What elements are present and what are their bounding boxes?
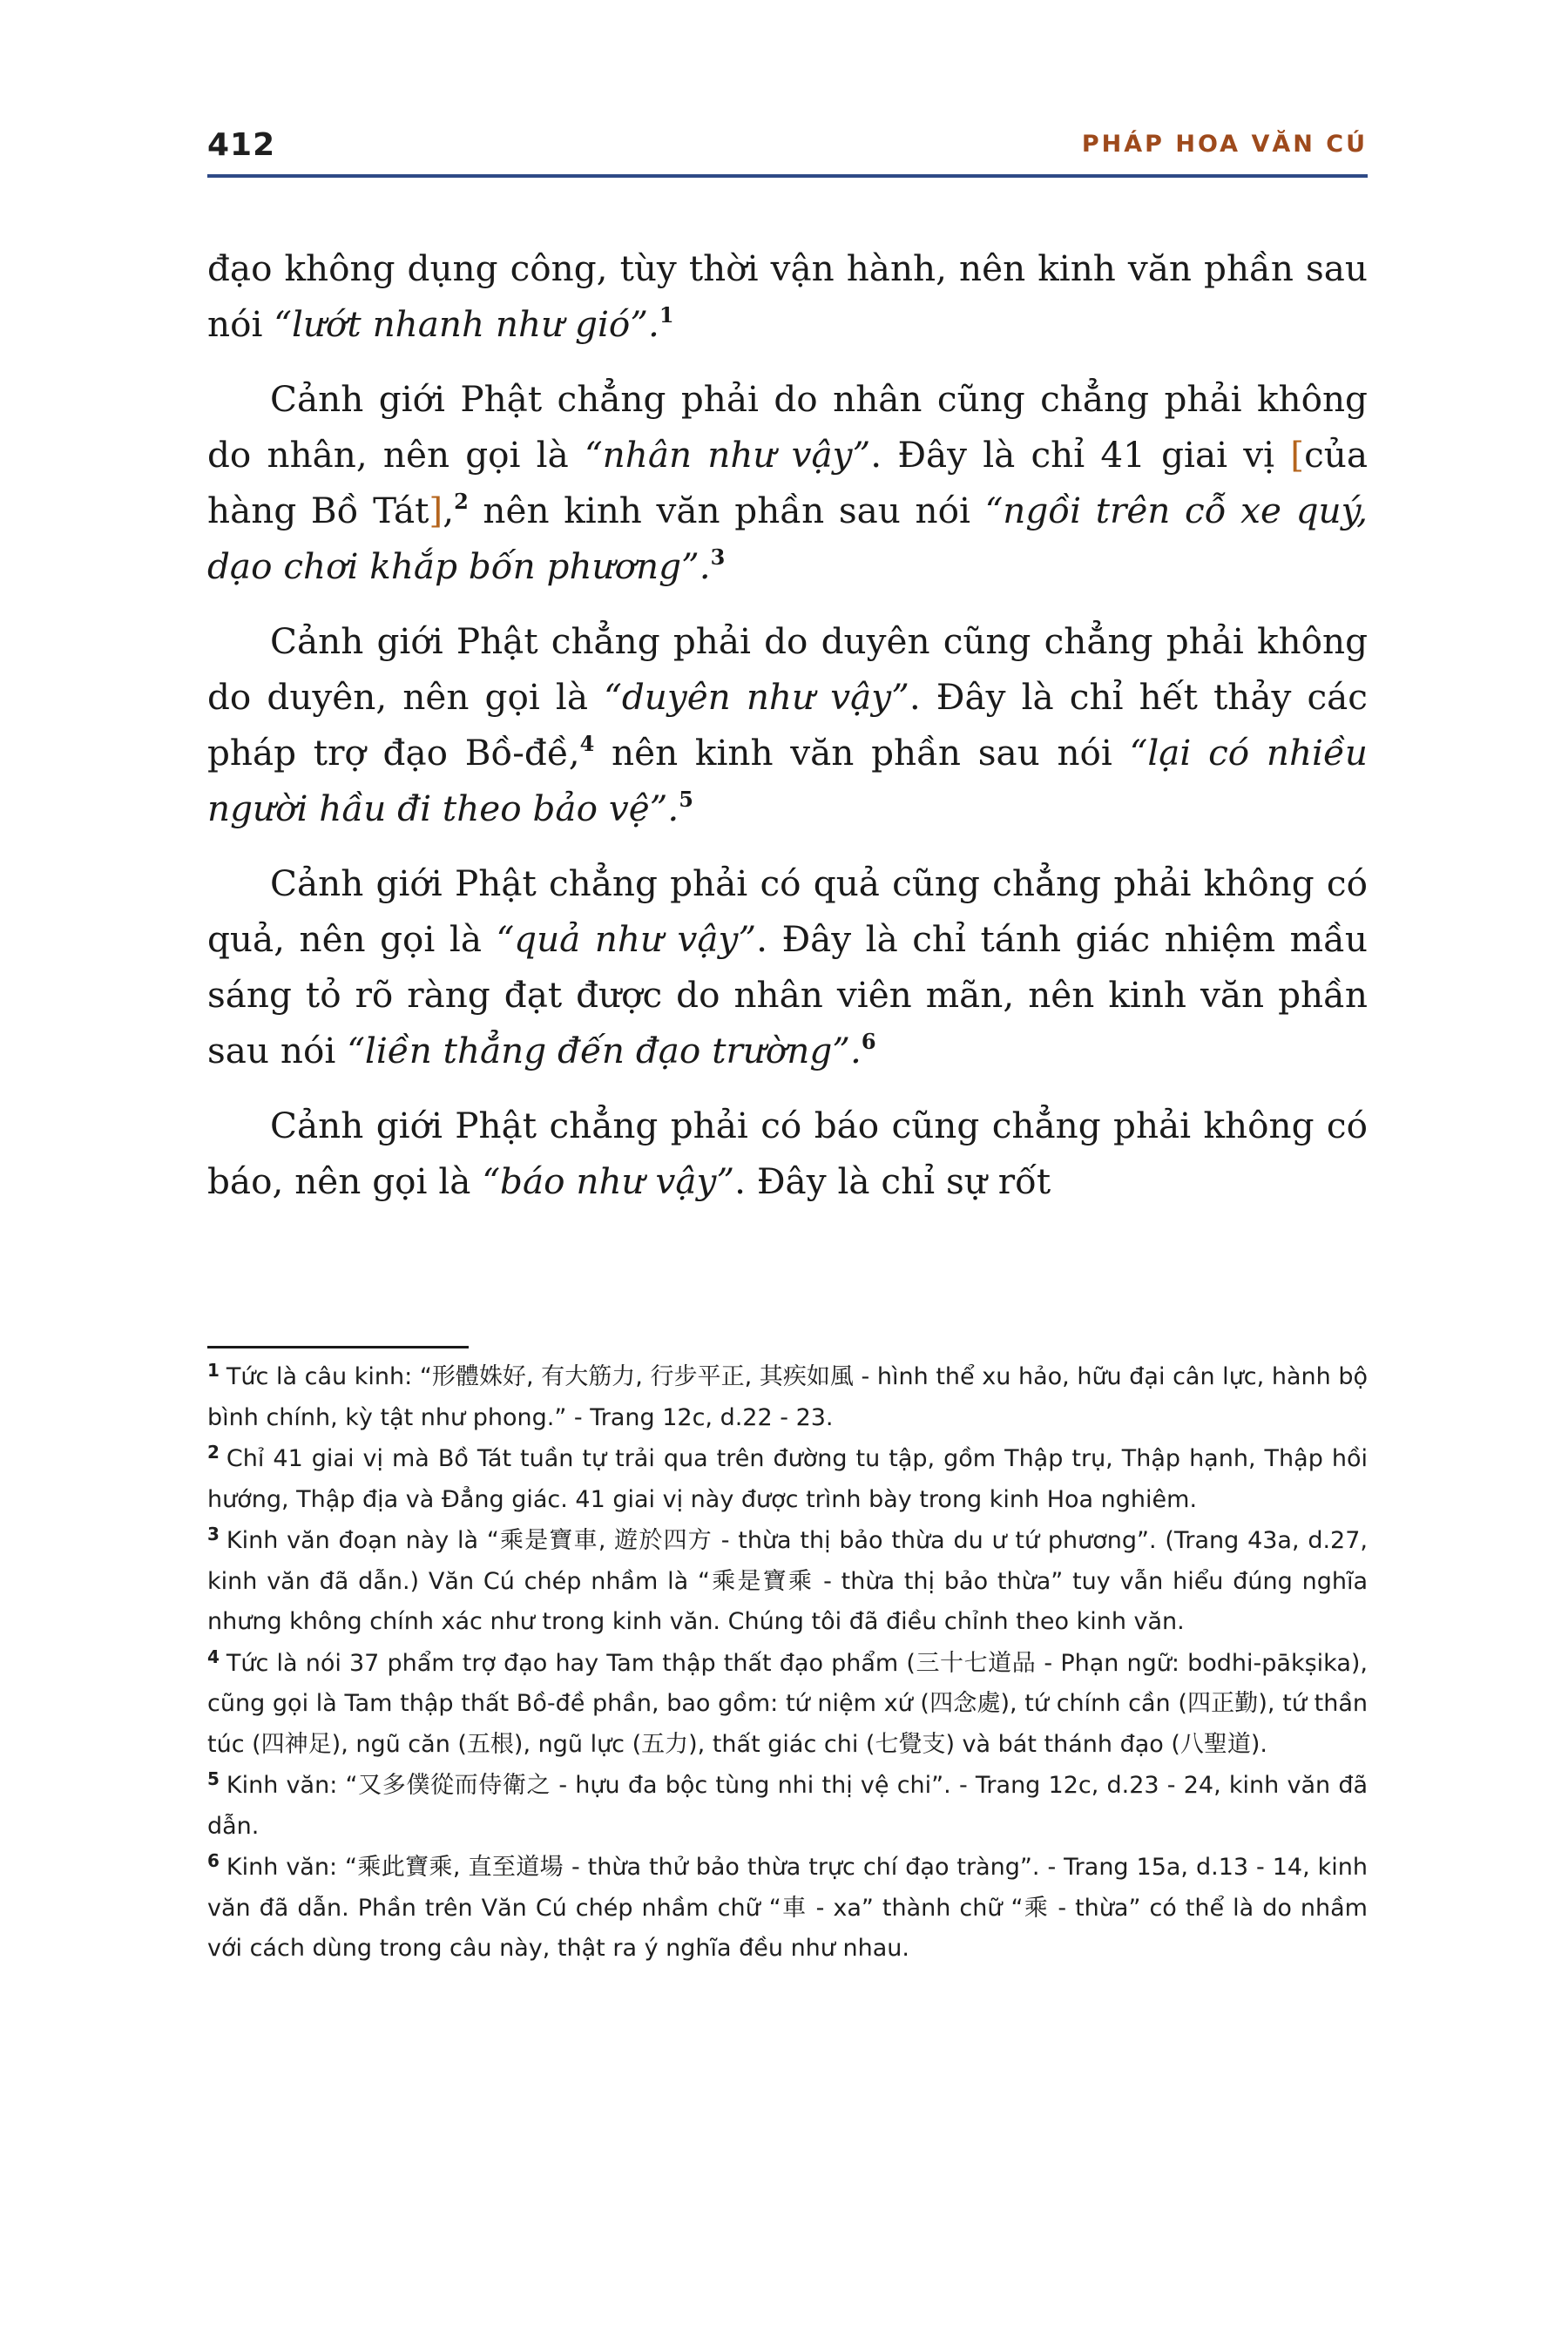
quotation: “lại có nhiều người hầu đi theo bảo vệ”. bbox=[207, 732, 1368, 829]
paragraph bbox=[207, 613, 1368, 836]
text-run: nên kinh văn phần sau nói bbox=[594, 732, 1130, 774]
footnote bbox=[207, 1766, 1368, 1847]
quotation: “duyên như vậy” bbox=[604, 676, 909, 718]
footnote-text: Tức là câu kinh: “形體姝好, 有大筋力, 行步平正, 其疾如風 - hình thể xu hảo, hữu đại cân lực, hành bộ bình chính, kỳ tật như phong.” - Trang 12c, d.22 - 23. bbox=[207, 1363, 1368, 1431]
footnote bbox=[207, 1521, 1368, 1643]
footnote-ref[interactable]: 4 bbox=[579, 731, 595, 756]
page-header bbox=[207, 124, 1368, 172]
footnote-text: Tức là nói 37 phẩm trợ đạo hay Tam thập thất đạo phẩm (三十七道品 - Phạn ngữ: bodhi-pākṣika), cũng gọi là Tam thập thất Bồ-đề phần, bao gồm: tứ niệm xứ (四念處), tứ chính cần (四正勤), tứ thần túc (四神足), ngũ căn (五根), ngũ lực (五力), thất giác chi (七覺支) và bát thánh đạo (八聖道). bbox=[207, 1649, 1368, 1758]
footnote bbox=[207, 1439, 1368, 1520]
quotation: “báo như vậy” bbox=[482, 1160, 735, 1202]
paragraph bbox=[207, 371, 1368, 594]
paragraph bbox=[207, 855, 1368, 1078]
footnote-number: 6 bbox=[207, 1850, 220, 1871]
text-run: Cảnh giới Phật chẳng phải do duyên cũng chẳng phải không do duyên, nên gọi là bbox=[207, 620, 1368, 718]
footnote bbox=[207, 1357, 1368, 1438]
bracketed-text: của hàng Bồ Tát bbox=[207, 434, 1368, 531]
footnote-ref[interactable]: 6 bbox=[861, 1029, 876, 1054]
text-run: Cảnh giới Phật chẳng phải do nhân cũng chẳng phải không do nhân, nên gọi là bbox=[207, 378, 1368, 476]
footnote-text: Chỉ 41 giai vị mà Bồ Tát tuần tự trải qua trên đường tu tập, gồm Thập trụ, Thập hạnh, Thập hồi hướng, Thập địa và Đẳng giác. 41 giai vị này được trình bày trong kinh Hoa nghiêm. bbox=[207, 1445, 1368, 1513]
footnote-number: 3 bbox=[207, 1524, 220, 1544]
footnote-ref[interactable]: 2 bbox=[454, 489, 469, 514]
text-run: . Đây là chỉ tánh giác nhiệm mầu sáng tỏ rõ ràng đạt được do nhân viên mãn, nên kinh văn phần sau nói bbox=[207, 918, 1368, 1071]
text-run: . Đây là chỉ hết thảy các pháp trợ đạo Bồ-đề, bbox=[207, 676, 1368, 774]
text-run: , bbox=[443, 490, 455, 531]
page-number: 412 bbox=[207, 127, 276, 163]
text-run: . Đây là chỉ 41 giai vị bbox=[870, 434, 1291, 476]
text-run: Cảnh giới Phật chẳng phải có quả cũng chẳng phải không có quả, nên gọi là bbox=[207, 862, 1368, 960]
bracket-close: ] bbox=[429, 490, 443, 531]
quotation: “nhân như vậy” bbox=[584, 434, 871, 476]
footnote-number: 4 bbox=[207, 1646, 220, 1667]
footnote-ref[interactable]: 3 bbox=[710, 544, 726, 570]
footnote bbox=[207, 1644, 1368, 1766]
footnote-separator bbox=[207, 1346, 469, 1348]
main-text bbox=[207, 240, 1368, 1209]
quotation: “ngồi trên cỗ xe quý, dạo chơi khắp bốn phương”. bbox=[207, 490, 1368, 587]
paragraph bbox=[207, 1098, 1368, 1209]
footnote-text: Kinh văn: “乘此寶乘, 直至道場 - thừa thử bảo thừa trực chí đạo tràng”. - Trang 15a, d.13 - 14, kinh văn đã dẫn. Phần trên Văn Cú chép nhầm chữ “車 - xa” thành chữ “乘 - thừa” có thể là do nhầm với cách dùng trong câu này, thật ra ý nghĩa đều như nhau. bbox=[207, 1854, 1368, 1962]
quotation: “lướt nhanh như gió”. bbox=[274, 303, 659, 345]
footnote-ref[interactable]: 5 bbox=[679, 787, 693, 812]
text-run: Cảnh giới Phật chẳng phải có báo cũng chẳng phải không có báo, nên gọi là bbox=[207, 1105, 1368, 1202]
paragraph bbox=[207, 240, 1368, 352]
bracket-open: [ bbox=[1290, 434, 1305, 476]
quotation: “liền thẳng đến đạo trường”. bbox=[347, 1030, 862, 1071]
text-run: . Đây là chỉ sự rốt bbox=[734, 1160, 1051, 1202]
footnote bbox=[207, 1848, 1368, 1970]
text-run: nên kinh văn phần sau nói bbox=[468, 490, 985, 531]
header-rule bbox=[207, 174, 1368, 178]
footnotes bbox=[207, 1357, 1368, 1970]
footnote-number: 1 bbox=[207, 1360, 220, 1381]
footnote-number: 5 bbox=[207, 1768, 220, 1789]
footnote-ref[interactable]: 1 bbox=[659, 302, 674, 328]
text-run: đạo không dụng công, tùy thời vận hành, nên kinh văn phần sau nói bbox=[207, 247, 1368, 345]
footnote-text: Kinh văn: “又多僕從而侍衛之 - hựu đa bộc tùng nhi thị vệ chi”. - Trang 12c, d.23 - 24, kinh văn đã dẫn. bbox=[207, 1772, 1368, 1840]
footnote-number: 2 bbox=[207, 1442, 220, 1463]
quotation: “quả như vậy” bbox=[496, 918, 757, 960]
running-title: PHÁP HOA VĂN CÚ bbox=[1081, 131, 1368, 158]
footnote-text: Kinh văn đoạn này là “乘是寶車, 遊於四方 - thừa thị bảo thừa du ư tứ phương”. (Trang 43a, d.27, kinh văn đã dẫn.) Văn Cú chép nhầm là “乘是寶乘 - thừa thị bảo thừa” tuy vẫn hiểu đúng nghĩa nhưng không chính xác như trong kinh văn. Chúng tôi đã điều chỉnh theo kinh văn. bbox=[207, 1527, 1368, 1635]
